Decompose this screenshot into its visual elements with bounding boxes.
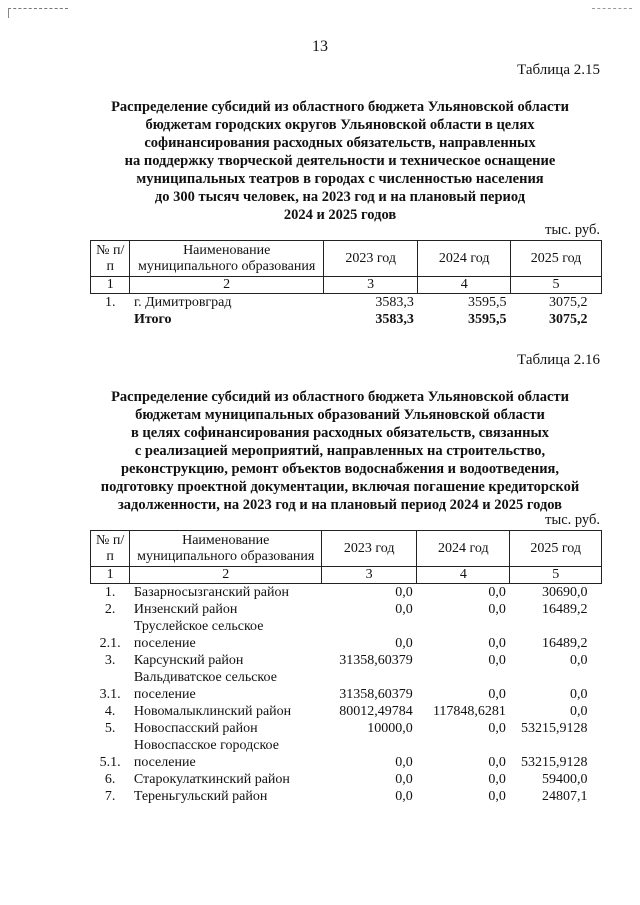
row-2025: 3075,2	[549, 312, 588, 327]
row-2023: 3583,3	[375, 295, 414, 310]
table-row	[91, 652, 602, 669]
row-2023: 31358,60379	[339, 687, 413, 702]
row-2024: 3595,5	[468, 312, 507, 327]
table-row	[91, 618, 602, 652]
row-2025: 30690,0	[542, 585, 588, 600]
table-row	[91, 601, 602, 618]
table-2-15-title	[60, 98, 620, 224]
row-name-line: поселение	[133, 636, 196, 651]
row-name-line: Карсунский район	[133, 653, 244, 668]
row-name	[130, 652, 322, 669]
header-2025: 2025 год	[510, 531, 602, 567]
table-row	[91, 720, 602, 737]
row-2025: 53215,9128	[521, 755, 588, 770]
row-num	[91, 311, 130, 328]
row-2024: 0,0	[488, 789, 506, 804]
row-name	[130, 584, 322, 602]
row-name	[130, 737, 322, 771]
header-2024: 2024 год	[417, 531, 510, 567]
title-line: реконструкцию, ремонт объектов водоснабжения и водоотведения,	[120, 461, 560, 477]
row-2023: 0,0	[395, 602, 413, 617]
row-2025: 0,0	[570, 653, 588, 668]
row-2025: 59400,0	[542, 772, 588, 787]
col-number: 1	[91, 277, 130, 294]
col-number: 2	[130, 277, 323, 294]
title-line: подготовку проектной документации, включая погашение кредиторской	[100, 479, 580, 495]
row-name-line: Инзенский район	[133, 602, 238, 617]
row-num: 3.1.	[99, 687, 121, 702]
title-line: софинансирования расходных обязательств, направленных	[144, 135, 536, 151]
row-name	[130, 771, 322, 788]
col-number: 3	[323, 277, 418, 294]
header-2023: 2023 год	[322, 531, 417, 567]
table-2-15-label: Таблица 2.15	[517, 62, 600, 78]
header-name: Наименование муниципального образования	[130, 241, 323, 277]
title-line: муниципальных театров в городах с численностью населения	[136, 171, 544, 187]
row-2023: 0,0	[395, 636, 413, 651]
col-number: 4	[418, 277, 511, 294]
table-row	[91, 771, 602, 788]
col-number: 3	[322, 567, 417, 584]
row-num: 1.	[104, 585, 116, 600]
row-name	[130, 618, 322, 652]
row-2024: 0,0	[488, 636, 506, 651]
row-2025: 0,0	[570, 687, 588, 702]
title-line: задолженности, на 2023 год и на плановый период 2024 и 2025 годов	[117, 497, 563, 513]
row-2023: 80012,49784	[339, 704, 413, 719]
table-2-16-title	[60, 388, 620, 514]
row-name-line: Базарносызганский район	[133, 585, 289, 600]
row-num: 5.	[104, 721, 116, 736]
row-2025: 16489,2	[542, 636, 588, 651]
row-num: 5.1.	[99, 755, 121, 770]
title-line: бюджетам городских округов Ульяновской области в целях	[145, 117, 535, 133]
header-2024: 2024 год	[418, 241, 511, 277]
header-num: № п/п	[91, 241, 130, 277]
row-num: 3.	[104, 653, 116, 668]
row-num: 6.	[104, 772, 116, 787]
row-2025: 53215,9128	[521, 721, 588, 736]
row-2024: 0,0	[488, 602, 506, 617]
table-row	[91, 703, 602, 720]
row-name-line: поселение	[133, 687, 196, 702]
row-2025: 0,0	[570, 704, 588, 719]
scan-corner-mark-right	[592, 8, 632, 9]
table-2-15-units: тыс. руб.	[545, 222, 600, 238]
row-name	[130, 720, 322, 737]
table-2-16	[90, 530, 602, 805]
row-name-line: Новоспасский район	[133, 721, 258, 736]
row-num: 1.	[104, 295, 116, 310]
title-line: бюджетам муниципальных образований Ульяновской области	[135, 407, 545, 423]
title-line: 2024 и 2025 годов	[283, 207, 397, 223]
row-2024: 117848,6281	[432, 704, 506, 719]
row-name-line: Вальдиватское сельское	[133, 670, 277, 685]
row-2025: 16489,2	[542, 602, 588, 617]
row-name	[130, 669, 322, 703]
row-name: г. Димитровград	[133, 295, 232, 310]
row-name-line: Тереньгульский район	[133, 789, 268, 804]
row-2023: 0,0	[395, 755, 413, 770]
row-2023: 3583,3	[375, 312, 414, 327]
table-row	[91, 788, 602, 805]
scan-corner-mark	[8, 8, 68, 11]
row-2023: 10000,0	[367, 721, 413, 736]
row-2024: 0,0	[488, 755, 506, 770]
table-2-15	[90, 240, 602, 328]
title-line: с реализацией мероприятий, направленных на строительство,	[134, 443, 546, 459]
title-line: в целях софинансирования расходных обязательств, связанных	[130, 425, 550, 441]
row-2024: 0,0	[488, 687, 506, 702]
total-row	[91, 311, 602, 328]
row-2024: 0,0	[488, 585, 506, 600]
row-num: 7.	[104, 789, 116, 804]
row-name	[130, 788, 322, 805]
col-number: 1	[91, 567, 130, 584]
table-row	[91, 737, 602, 771]
table-2-16-label: Таблица 2.16	[517, 352, 600, 368]
row-name-line: Новомалыклинский район	[133, 704, 292, 719]
row-2023: 0,0	[395, 789, 413, 804]
header-name: Наименование муниципального образования	[130, 531, 322, 567]
header-2023: 2023 год	[323, 241, 418, 277]
row-name-line: Старокулаткинский район	[133, 772, 290, 787]
row-2025: 3075,2	[549, 295, 588, 310]
row-name-line: Новоспасское городское	[133, 738, 279, 753]
scan-corner-mark-vertical	[8, 8, 10, 18]
row-name-line: поселение	[133, 755, 196, 770]
table-row	[91, 669, 602, 703]
col-number: 4	[417, 567, 510, 584]
row-name-line: Труслейское сельское	[133, 619, 264, 634]
row-num: 4.	[104, 704, 116, 719]
col-number: 5	[510, 567, 602, 584]
title-line: на поддержку творческой деятельности и техническое оснащение	[124, 153, 556, 169]
row-num: 2.	[104, 602, 116, 617]
row-name: Итого	[133, 312, 172, 327]
row-2024: 0,0	[488, 772, 506, 787]
row-num: 2.1.	[99, 636, 121, 651]
title-line: Распределение субсидий из областного бюджета Ульяновской области	[111, 99, 569, 115]
header-num: № п/п	[91, 531, 130, 567]
title-line: до 300 тысяч человек, на 2023 год и на плановый период	[154, 189, 526, 205]
row-2023: 31358,60379	[339, 653, 413, 668]
row-2025: 24807,1	[542, 789, 588, 804]
row-name	[130, 601, 322, 618]
row-name	[130, 703, 322, 720]
title-line: Распределение субсидий из областного бюджета Ульяновской области	[111, 389, 569, 405]
table-row	[91, 294, 602, 312]
row-2024: 0,0	[488, 653, 506, 668]
row-2024: 0,0	[488, 721, 506, 736]
header-2025: 2025 год	[511, 241, 602, 277]
row-2023: 0,0	[395, 772, 413, 787]
page-number: 13	[312, 38, 328, 55]
row-2023: 0,0	[395, 585, 413, 600]
col-number: 5	[511, 277, 602, 294]
col-number: 2	[130, 567, 322, 584]
table-row	[91, 584, 602, 602]
row-2024: 3595,5	[468, 295, 507, 310]
table-2-16-units: тыс. руб.	[545, 512, 600, 528]
